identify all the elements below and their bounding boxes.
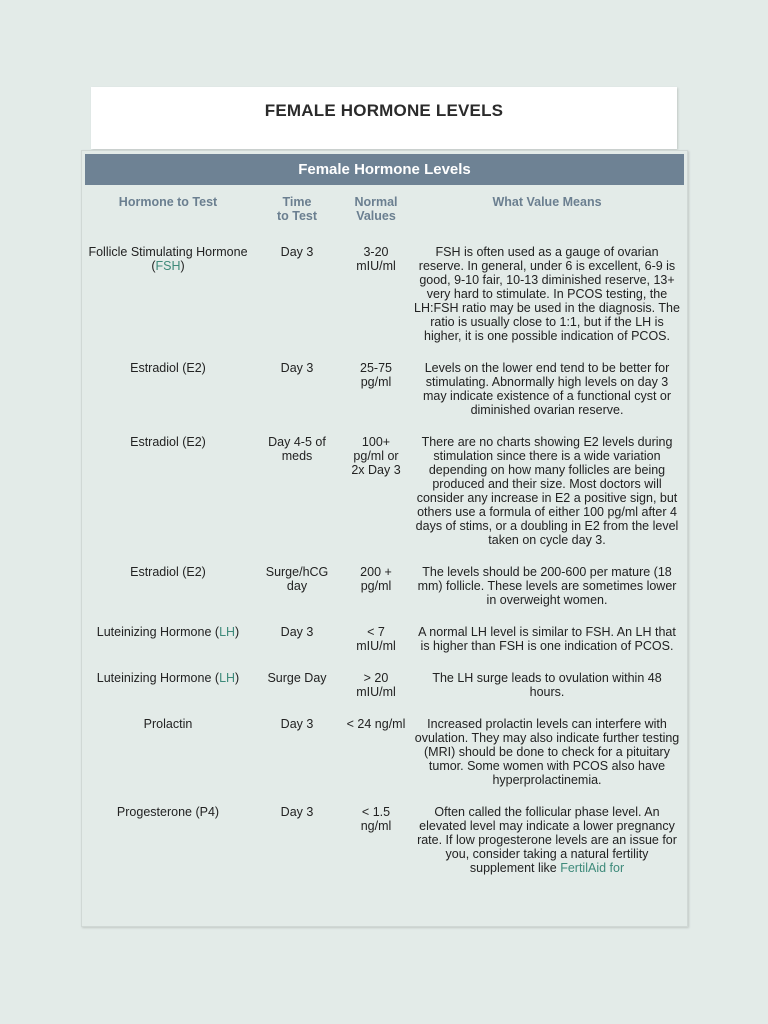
cell-meaning: The levels should be 200-600 per mature (18 mm) follicle. These levels are sometimes lower in overweight women. [417,565,677,607]
lh-link[interactable]: LH [219,671,236,685]
meaning-text: Often called the follicular phase level. An elevated level may indicate a lower pregnancy rate. If low progesterone levels are an issue for you, consider taking a natural fertility supplement like [417,805,677,875]
header-time [252,185,342,241]
cell-normal: > 20 mIU/ml [356,671,396,699]
cell-meaning: A normal LH level is similar to FSH. An LH that is higher than FSH is one indication of PCOS. [418,625,676,653]
cell-normal: < 24 ng/ml [346,717,406,731]
cell-meaning: Levels on the lower end tend to be better for stimulating. Abnormally high levels on day 3 may indicate existence of a functional cyst or diminished ovarian reserve. [422,361,672,417]
header-hormone-label: Hormone to Test [118,195,218,209]
cell-meaning: Increased prolactin levels can interfere with ovulation. They may also indicate further testing (MRI) should be done to check for a pituitary tumor. Some women with PCOS also have hyperprolactinemia. [414,717,680,787]
cell-meaning [410,801,684,889]
cell-time: Day 3 [280,717,314,731]
header-time-line2: to Test [276,209,318,223]
table-row [84,621,684,667]
hormone-text: Luteinizing Hormone ( [96,671,220,685]
fertilaid-link[interactable]: FertilAid for [560,861,625,875]
hormone-text-end: ) [235,625,240,639]
cell-normal: < 1.5 ng/ml [360,805,392,833]
cell-normal: 3-20 mIU/ml [356,245,396,273]
cell-time: Surge/hCG day [265,565,329,593]
cell-meaning: The LH surge leads to ovulation within 48 hours. [432,671,662,699]
lh-link[interactable]: LH [219,625,236,639]
cell-normal: 200 + pg/ml [360,565,392,593]
header-meaning-label: What Value Means [492,195,602,209]
cell-time: Surge Day [267,671,327,685]
cell-time: Day 3 [280,805,314,819]
cell-hormone: Estradiol (E2) [130,361,206,375]
cell-hormone [84,621,252,667]
hormone-text: Luteinizing Hormone ( [96,625,220,639]
cell-time: Day 3 [280,361,314,375]
hormone-text-end: ) [180,259,185,273]
cell-time: Day 3 [280,625,314,639]
hormone-table-card [81,150,688,927]
hormone-text: Follicle Stimulating Hormone ( [88,245,248,273]
table-header-row [84,185,684,241]
table-banner: Female Hormone Levels [85,154,684,185]
hormone-text-end: ) [235,671,240,685]
header-normal-line1: Normal [354,195,398,209]
header-normal [342,185,410,241]
cell-normal: 100+ pg/ml or 2x Day 3 [351,435,401,477]
header-normal-line2: Values [356,209,396,223]
cell-normal: 25-75 pg/ml [360,361,392,389]
page-title: FEMALE HORMONE LEVELS [264,101,504,120]
table-row [84,357,684,431]
table-row [84,713,684,801]
cell-hormone: Progesterone (P4) [116,805,220,819]
table-row [84,801,684,889]
cell-normal: < 7 mIU/ml [356,625,396,653]
table-row [84,431,684,561]
cell-time: Day 3 [280,245,314,259]
header-time-line1: Time [282,195,312,209]
header-hormone [84,185,252,241]
cell-meaning: FSH is often used as a gauge of ovarian reserve. In general, under 6 is excellent, 6-9 is good, 9-10 fair, 10-13 diminished reserve, 13+ very hard to stimulate. In PCOS testing, the LH:FSH ratio may be used in the diagnosis. The ratio is usually close to 1:1, but if the LH is higher, it is one possible indication of PCOS. [414,245,680,343]
cell-hormone [84,667,252,713]
table-row [84,667,684,713]
cell-time: Day 4-5 of meds [268,435,326,463]
fsh-link[interactable]: FSH [155,259,181,273]
table-row [84,561,684,621]
cell-meaning: There are no charts showing E2 levels during stimulation since there is a wide variation depending on how many follicles are being produced and their size. Most doctors will consider any increase in E2 a positive sign, but others use a formula of either 100 pg/ml after 4 days of stims, or a doubling in E2 from the level taken on cycle day 3. [415,435,679,547]
table-row [84,241,684,357]
cell-hormone: Estradiol (E2) [130,565,206,579]
cell-hormone: Prolactin [143,717,193,731]
cell-hormone: Estradiol (E2) [130,435,206,449]
hormone-table [84,185,684,889]
title-card [91,87,677,149]
cell-hormone [84,241,252,357]
header-meaning [410,185,684,241]
